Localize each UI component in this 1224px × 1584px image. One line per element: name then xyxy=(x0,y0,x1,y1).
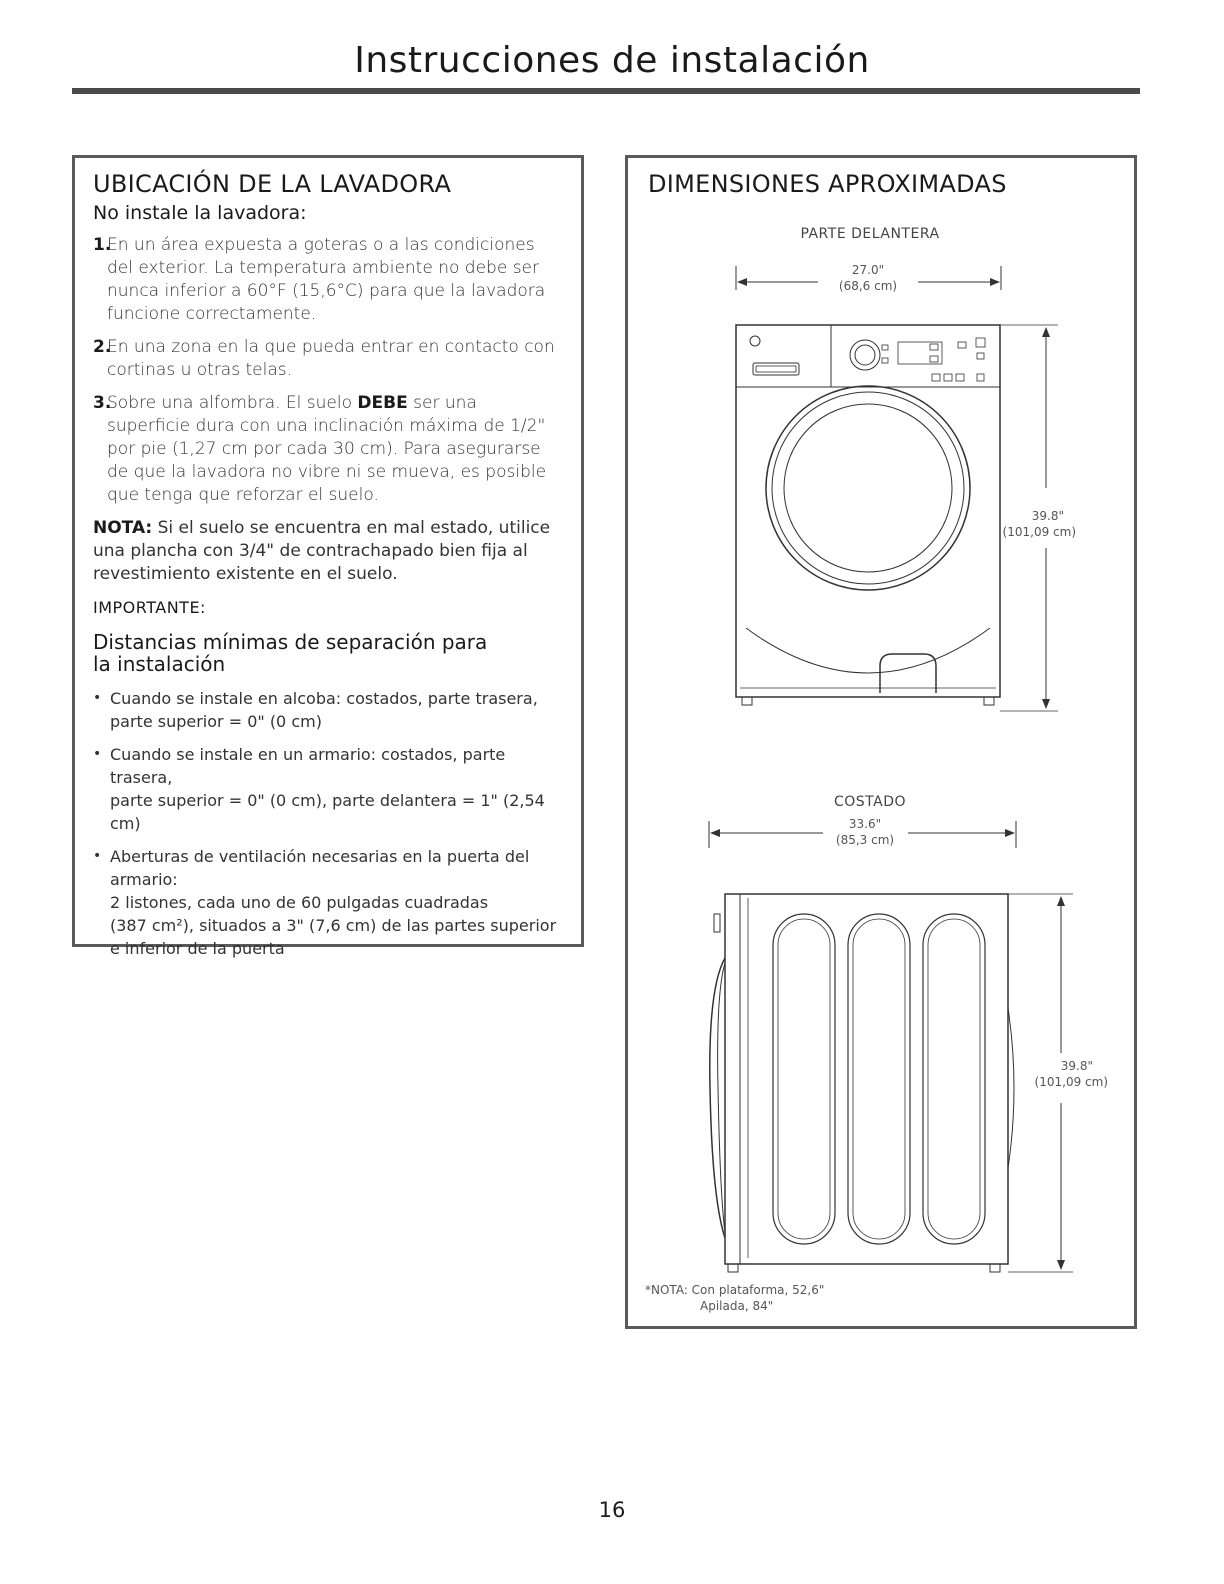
side-depth-cm: (85,3 cm) xyxy=(835,833,895,847)
item-text xyxy=(107,392,563,507)
floor-note xyxy=(93,517,563,586)
side-height-inches: 39.8" xyxy=(1060,1059,1093,1073)
front-width-cm: (68,6 cm) xyxy=(838,279,898,293)
washer-side-drawing xyxy=(710,894,1014,1272)
list-item xyxy=(93,687,563,733)
item-text: En una zona en la que pueda entrar en contacto con cortinas u otras telas. xyxy=(107,337,555,380)
stacking-note: Apilada, 84" xyxy=(700,1299,774,1313)
list-item xyxy=(93,845,563,960)
location-list xyxy=(93,234,563,507)
bullet-line: parte superior = 0" (0 cm), parte delantera = 1" (2,54 cm) xyxy=(110,791,545,833)
front-width-dimension xyxy=(736,263,1001,293)
dimensions-section xyxy=(625,155,1137,1329)
bullet-line: armario: xyxy=(110,870,178,889)
clearance-heading xyxy=(93,631,563,675)
page-number: 16 xyxy=(598,1498,626,1522)
side-depth-dimension xyxy=(709,817,1016,848)
stacking-note: *NOTA: Con plataforma, 52,6" xyxy=(645,1283,825,1297)
item-text-part: ser una superficie dura con una inclinación máxima de 1/2" por pie (1,27 cm por cada 30 cm). Para asegurarse de que la lavadora no vibre ni se mueva, es posible que tenga que reforzar el suelo. xyxy=(107,393,547,505)
clearance-list xyxy=(93,687,563,960)
page-title: Instrucciones de instalación xyxy=(354,40,870,81)
item-number: 1. xyxy=(93,235,112,255)
item-text: En un área expuesta a goteras o a las condiciones del exterior. La temperatura ambiente no debe ser nunca inferior a 60°F (15,6°C) para que la lavadora funcione correctamente. xyxy=(107,235,546,324)
item-number: 3. xyxy=(93,393,112,413)
list-item xyxy=(93,743,563,835)
dimensions-diagram xyxy=(628,158,1134,1326)
bullet-line: (387 cm²), situados a 3" (7,6 cm) de las partes superior xyxy=(110,916,557,935)
note-text: Si el suelo se encuentra en mal estado, utilice una plancha con 3/4" de contrachapado bien fija al revestimiento existente en el suelo. xyxy=(93,518,551,584)
clearance-heading-line: Distancias mínimas de separación para xyxy=(93,630,488,654)
front-height-inches: 39.8" xyxy=(1031,509,1064,523)
do-not-install-heading: No instale la lavadora: xyxy=(93,202,307,224)
bullet-line: • Cuando se instale en alcoba: costados, parte trasera, xyxy=(110,689,538,708)
bullet-line: • Aberturas de ventilación necesarias en la puerta del xyxy=(110,847,530,866)
title-rule xyxy=(72,88,1140,94)
side-height-cm: (101,09 cm) xyxy=(1034,1075,1108,1089)
front-height-dimension xyxy=(1000,325,1076,711)
item-number: 2. xyxy=(93,337,112,357)
location-section xyxy=(72,155,584,958)
side-view-label: COSTADO xyxy=(833,794,907,810)
list-item xyxy=(93,392,563,507)
side-height-dimension xyxy=(1008,894,1108,1272)
list-item xyxy=(93,336,563,382)
bullet-line: 2 listones, cada uno de 60 pulgadas cuadradas xyxy=(110,893,489,912)
item-text-part: Sobre una alfombra. El suelo xyxy=(107,393,358,413)
front-height-cm: (101,09 cm) xyxy=(1002,525,1076,539)
important-label: IMPORTANTE: xyxy=(93,598,206,617)
clearance-heading-line: la instalación xyxy=(93,652,226,676)
side-depth-inches: 33.6" xyxy=(848,817,882,831)
list-item xyxy=(93,234,563,326)
bullet-line: e inferior de la puerta xyxy=(110,939,285,958)
front-width-inches: 27.0" xyxy=(851,263,885,277)
bullet-line: parte superior = 0" (0 cm) xyxy=(110,712,322,731)
front-view-label: PARTE DELANTERA xyxy=(800,226,940,242)
washer-front-drawing xyxy=(736,325,1000,705)
dimensions-heading: DIMENSIONES APROXIMADAS xyxy=(648,170,1007,198)
item-emphasis: DEBE xyxy=(357,393,408,413)
note-label: NOTA: xyxy=(93,518,153,538)
location-heading: UBICACIÓN DE LA LAVADORA xyxy=(93,170,452,198)
bullet-line: • Cuando se instale en un armario: costados, parte trasera, xyxy=(110,745,506,787)
